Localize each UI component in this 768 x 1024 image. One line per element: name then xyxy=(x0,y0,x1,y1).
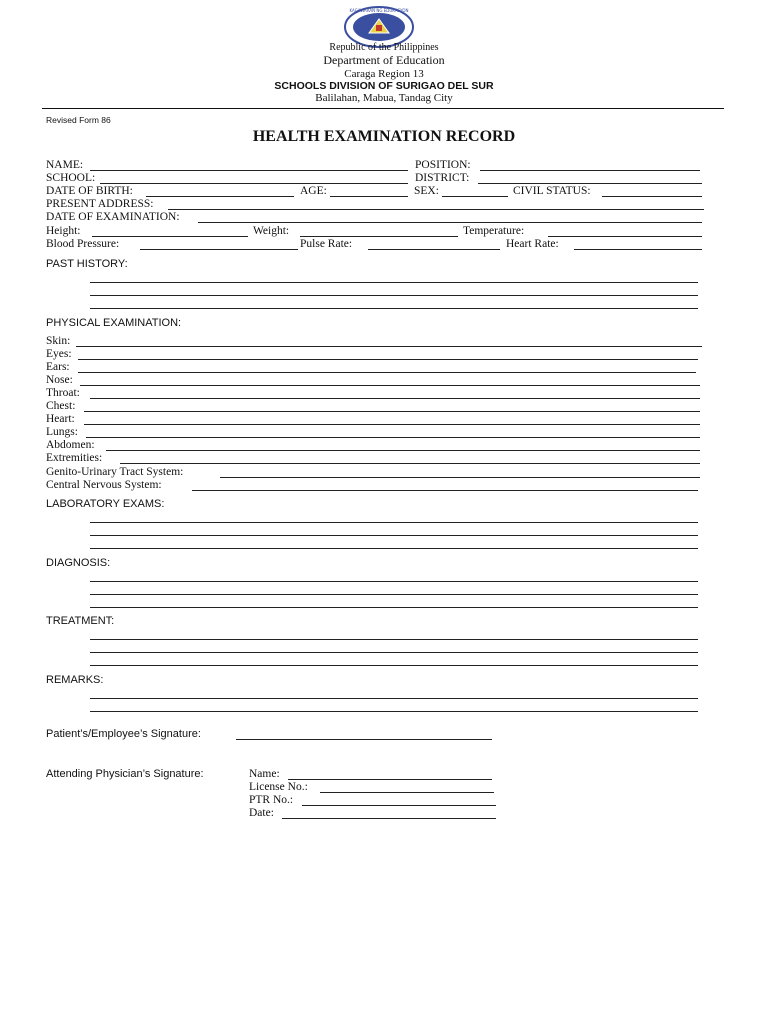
eyes-field[interactable] xyxy=(78,359,698,360)
abdomen-field[interactable] xyxy=(106,450,700,451)
department-label: Department of Education xyxy=(323,53,445,67)
treatment-line-1[interactable] xyxy=(90,639,698,640)
physician-name-field[interactable] xyxy=(288,779,492,780)
remarks-heading: REMARKS: xyxy=(46,674,104,686)
temperature-field[interactable] xyxy=(548,236,702,237)
republic-label: Republic of the Philippines xyxy=(329,42,439,53)
laboratory-line-2[interactable] xyxy=(90,535,698,536)
present-address-label: PRESENT ADDRESS: xyxy=(46,198,154,210)
school-field[interactable] xyxy=(100,183,408,184)
civil-status-label: CIVIL STATUS: xyxy=(513,185,591,197)
genito-urinary-label: Genito-Urinary Tract System: xyxy=(46,466,184,478)
skin-field[interactable] xyxy=(76,346,702,347)
date-exam-label: DATE OF EXAMINATION: xyxy=(46,211,180,223)
dob-field[interactable] xyxy=(146,196,294,197)
sex-field[interactable] xyxy=(442,196,508,197)
civil-status-field[interactable] xyxy=(602,196,702,197)
physician-name-label: Name: xyxy=(249,768,280,780)
remarks-line-1[interactable] xyxy=(90,698,698,699)
date-label: Date: xyxy=(249,807,274,819)
heart-label: Heart: xyxy=(46,413,75,425)
extremities-field[interactable] xyxy=(120,463,700,464)
weight-label: Weight: xyxy=(253,225,290,237)
position-label: POSITION: xyxy=(415,159,471,171)
form-number: Revised Form 86 xyxy=(46,115,111,125)
district-label: DISTRICT: xyxy=(415,172,470,184)
age-label: AGE: xyxy=(300,185,327,197)
region-label: Caraga Region 13 xyxy=(344,68,424,80)
remarks-line-2[interactable] xyxy=(90,711,698,712)
ptr-label: PTR No.: xyxy=(249,794,294,806)
treatment-line-2[interactable] xyxy=(90,652,698,653)
heart-field[interactable] xyxy=(84,424,700,425)
throat-label: Throat: xyxy=(46,387,80,399)
height-field[interactable] xyxy=(92,236,248,237)
bp-field[interactable] xyxy=(140,249,298,250)
diagnosis-line-3[interactable] xyxy=(90,607,698,608)
laboratory-heading: LABORATORY EXAMS: xyxy=(46,498,165,510)
eyes-label: Eyes: xyxy=(46,348,72,360)
laboratory-line-1[interactable] xyxy=(90,522,698,523)
name-field[interactable] xyxy=(90,170,408,171)
chest-field[interactable] xyxy=(84,411,700,412)
past-history-heading: PAST HISTORY: xyxy=(46,258,128,270)
lungs-label: Lungs: xyxy=(46,426,78,438)
past-history-line-3[interactable] xyxy=(90,308,698,309)
header-divider xyxy=(42,108,724,109)
laboratory-line-3[interactable] xyxy=(90,548,698,549)
chest-label: Chest: xyxy=(46,400,76,412)
throat-field[interactable] xyxy=(90,398,700,399)
cns-field[interactable] xyxy=(192,490,698,491)
skin-label: Skin: xyxy=(46,335,71,347)
seal-text: KAGAWARAN NG EDUKASYON xyxy=(349,8,409,13)
present-address-field[interactable] xyxy=(168,209,704,210)
address-label: Balilahan, Mabua, Tandag City xyxy=(315,92,453,104)
bp-label: Blood Pressure: xyxy=(46,238,120,250)
age-field[interactable] xyxy=(330,196,408,197)
pulse-field[interactable] xyxy=(368,249,500,250)
physical-exam-heading: PHYSICAL EXAMINATION: xyxy=(46,317,182,329)
page-title: HEALTH EXAMINATION RECORD xyxy=(252,128,516,145)
past-history-line-1[interactable] xyxy=(90,282,698,283)
nose-field[interactable] xyxy=(80,385,700,386)
diagnosis-line-1[interactable] xyxy=(90,581,698,582)
division-label: SCHOOLS DIVISION OF SURIGAO DEL SUR xyxy=(274,80,494,92)
lungs-field[interactable] xyxy=(86,437,700,438)
diagnosis-heading: DIAGNOSIS: xyxy=(46,557,111,569)
heart-rate-field[interactable] xyxy=(574,249,702,250)
name-label: NAME: xyxy=(46,159,84,171)
date-exam-field[interactable] xyxy=(198,222,702,223)
patient-signature-label: Patient’s/Employee’s Signature: xyxy=(46,728,201,740)
genito-urinary-field[interactable] xyxy=(220,477,700,478)
cns-label: Central Nervous System: xyxy=(46,479,162,491)
treatment-line-3[interactable] xyxy=(90,665,698,666)
license-field[interactable] xyxy=(320,792,494,793)
ears-field[interactable] xyxy=(78,372,696,373)
past-history-line-2[interactable] xyxy=(90,295,698,296)
treatment-heading: TREATMENT: xyxy=(46,615,115,627)
physician-signature-label: Attending Physician’s Signature: xyxy=(46,768,204,780)
ptr-field[interactable] xyxy=(302,805,496,806)
nose-label: Nose: xyxy=(46,374,73,386)
heart-rate-label: Heart Rate: xyxy=(506,238,559,250)
sex-label: SEX: xyxy=(414,185,439,197)
license-label: License No.: xyxy=(249,781,308,793)
weight-field[interactable] xyxy=(300,236,458,237)
district-field[interactable] xyxy=(478,183,702,184)
school-label: SCHOOL: xyxy=(46,172,96,184)
extremities-label: Extremities: xyxy=(46,452,103,464)
date-field[interactable] xyxy=(282,818,496,819)
dob-label: DATE OF BIRTH: xyxy=(46,185,133,197)
pulse-label: Pulse Rate: xyxy=(300,238,353,250)
diagnosis-line-2[interactable] xyxy=(90,594,698,595)
ears-label: Ears: xyxy=(46,361,70,373)
patient-signature-field[interactable] xyxy=(236,739,492,740)
abdomen-label: Abdomen: xyxy=(46,439,95,451)
height-label: Height: xyxy=(46,225,81,237)
position-field[interactable] xyxy=(480,170,700,171)
temperature-label: Temperature: xyxy=(463,225,525,237)
